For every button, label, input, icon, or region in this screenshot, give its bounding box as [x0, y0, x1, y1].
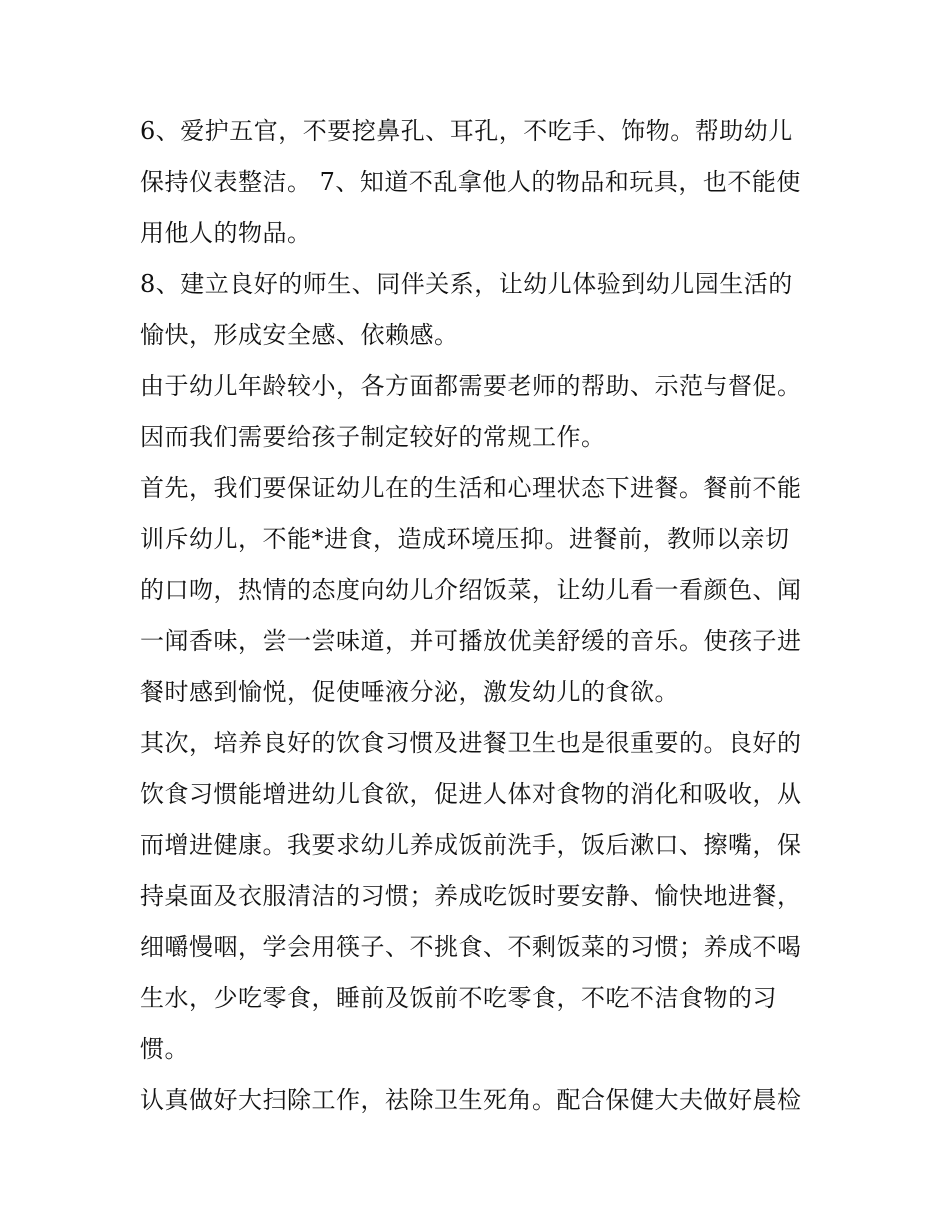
text-line: 6、爱护五官，不要挖鼻孔、耳孔，不吃手、饰物。帮助幼儿 — [140, 117, 793, 145]
text-line: 用他人的物品。 — [140, 219, 312, 247]
text-line: 其次，培养良好的饮食习惯及进餐卫生也是很重要的。良好的 — [140, 729, 802, 757]
text-line: 生水，少吃零食，睡前及饭前不吃零食，不吃不洁食物的习 — [140, 984, 777, 1012]
text-line: 细嚼慢咽，学会用筷子、不挑食、不剩饭菜的习惯；养成不喝 — [140, 933, 802, 961]
document-body — [140, 106, 820, 1126]
text-line: 愉快，形成安全感、依赖感。 — [140, 321, 459, 349]
text-line: 饮食习惯能增进幼儿食欲，促进人体对食物的消化和吸收，从 — [140, 780, 802, 808]
text-line: 训斥幼儿，不能*进食，造成环境压抑。进餐前，教师以亲切 — [140, 525, 790, 553]
text-line: 持桌面及衣服清洁的习惯；养成吃饭时要安静、愉快地进餐， — [140, 882, 802, 910]
text-line: 的口吻，热情的态度向幼儿介绍饭菜，让幼儿看一看颜色、闻 — [140, 576, 802, 604]
text-line: 保持仪表整洁。 7、知道不乱拿他人的物品和玩具，也不能使 — [140, 168, 801, 196]
text-line: 惯。 — [140, 1035, 189, 1063]
text-line: 首先，我们要保证幼儿在的生活和心理状态下进餐。餐前不能 — [140, 474, 802, 502]
text-line: 8、建立良好的师生、同伴关系，让幼儿体验到幼儿园生活的 — [140, 270, 793, 298]
text-line: 一闻香味，尝一尝味道，并可播放优美舒缓的音乐。使孩子进 — [140, 627, 802, 655]
text-line: 餐时感到愉悦，促使唾液分泌，激发幼儿的食欲。 — [140, 678, 679, 706]
text-line: 而增进健康。我要求幼儿养成饭前洗手，饭后漱口、擦嘴，保 — [140, 831, 802, 859]
text-line: 由于幼儿年龄较小，各方面都需要老师的帮助、示范与督促。 — [140, 372, 802, 400]
text-line: 因而我们需要给孩子制定较好的常规工作。 — [140, 423, 606, 451]
text-line: 认真做好大扫除工作，祛除卫生死角。配合保健大夫做好晨检 — [140, 1086, 802, 1114]
